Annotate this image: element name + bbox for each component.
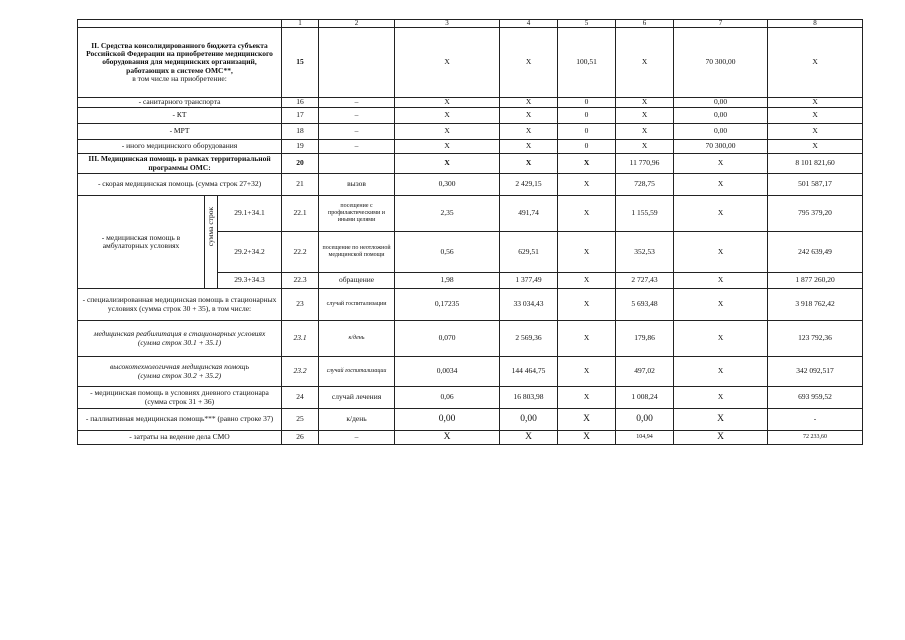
unit-cell: обращение [319, 273, 395, 289]
unit-cell [319, 154, 395, 174]
cell: 0,0034 [395, 357, 500, 387]
row-name: - медицинская помощь в амбулаторных условиях [78, 196, 205, 289]
cell: 0 [558, 98, 616, 108]
cell: X [768, 124, 863, 140]
section-3-title: III. Медицинская помощь в рамках территориальной программы ОМС: [78, 154, 282, 174]
row-number: 25 [282, 409, 319, 431]
unit-cell: – [319, 98, 395, 108]
cell: 0,00 [674, 108, 768, 124]
cell: 33 034,43 [500, 289, 558, 321]
cell: 0,070 [395, 321, 500, 357]
cell: 1,98 [395, 273, 500, 289]
cell: 0,56 [395, 232, 500, 273]
unit-cell: – [319, 431, 395, 445]
table-row [78, 174, 863, 196]
cell: 0,00 [674, 98, 768, 108]
cell: 100,51 [558, 28, 616, 98]
row-number: 22.2 [282, 232, 319, 273]
cell: 0,00 [616, 409, 674, 431]
omс-budget-table [77, 19, 863, 445]
row-name-sum: (сумма строк 30.1 + 35.1) [137, 337, 222, 347]
cell: 104,94 [616, 431, 674, 445]
cell: X [674, 409, 768, 431]
cell: X [616, 124, 674, 140]
sum-rows-cell: 29.3+34.3 [218, 273, 282, 289]
unit-cell: – [319, 140, 395, 154]
row-number: 26 [282, 431, 319, 445]
row-number: 23 [282, 289, 319, 321]
vertical-label-cell [205, 196, 218, 289]
cell: X [768, 140, 863, 154]
cell: 1 377,49 [500, 273, 558, 289]
cell: 501 587,17 [768, 174, 863, 196]
cell: - [768, 409, 863, 431]
cell: X [616, 98, 674, 108]
cell: X [500, 154, 558, 174]
cell: 352,53 [616, 232, 674, 273]
cell: 2 429,15 [500, 174, 558, 196]
cell: 342 092,517 [768, 357, 863, 387]
row-number: 23.2 [282, 357, 319, 387]
cell: 0,00 [674, 124, 768, 140]
cell: X [674, 431, 768, 445]
cell: X [558, 321, 616, 357]
cell: X [674, 357, 768, 387]
cell: 693 959,52 [768, 387, 863, 409]
cell: 16 803,98 [500, 387, 558, 409]
cell: X [500, 140, 558, 154]
cell: 0,06 [395, 387, 500, 409]
cell: X [500, 108, 558, 124]
cell: 629,51 [500, 232, 558, 273]
cell: X [768, 108, 863, 124]
cell: X [558, 273, 616, 289]
table-row [78, 321, 863, 357]
row-name: медицинская реабилитация в стационарных условиях [93, 329, 266, 339]
table-row [78, 387, 863, 409]
unit-cell: к/день [319, 409, 395, 431]
cell: 491,74 [500, 196, 558, 232]
row-number: 22.3 [282, 273, 319, 289]
table-row [78, 196, 863, 232]
cell: 123 792,36 [768, 321, 863, 357]
cell: X [616, 108, 674, 124]
cell: 2 569,36 [500, 321, 558, 357]
cell: 70 300,00 [674, 140, 768, 154]
row-name: - МРТ [78, 124, 282, 140]
cell: X [558, 196, 616, 232]
cell: X [674, 321, 768, 357]
cell: X [674, 196, 768, 232]
unit-cell: случай госпитализации [319, 289, 395, 321]
cell: 0 [558, 108, 616, 124]
unit-cell: посещение по неотложной медицинской помощи [319, 232, 395, 273]
cell: 72 233,60 [768, 431, 863, 445]
cell: 8 101 821,60 [768, 154, 863, 174]
cell: 0,300 [395, 174, 500, 196]
cell: 144 464,75 [500, 357, 558, 387]
cell: 0,00 [395, 409, 500, 431]
row-name: - КТ [78, 108, 282, 124]
cell: X [768, 98, 863, 108]
sum-rows-cell: 29.1+34.1 [218, 196, 282, 232]
header-cell-6: 6 [616, 20, 674, 28]
cell: X [674, 232, 768, 273]
cell: X [674, 387, 768, 409]
cell: 179,86 [616, 321, 674, 357]
row-number: 17 [282, 108, 319, 124]
cell: X [616, 28, 674, 98]
cell: X [558, 174, 616, 196]
row-name-cell [78, 321, 282, 357]
table-row [78, 28, 863, 98]
cell: 3 918 762,42 [768, 289, 863, 321]
unit-cell: случай лечения [319, 387, 395, 409]
row-number: 21 [282, 174, 319, 196]
row-number: 20 [282, 154, 319, 174]
cell: X [395, 108, 500, 124]
cell: 0 [558, 124, 616, 140]
cell: 0,00 [500, 409, 558, 431]
cell: X [558, 289, 616, 321]
cell: X [558, 431, 616, 445]
cell: X [558, 387, 616, 409]
cell: X [558, 357, 616, 387]
row-name: - иного медицинского оборудования [78, 140, 282, 154]
unit-cell: случай госпитализации [319, 357, 395, 387]
unit-cell [319, 28, 395, 98]
row-name: - санитарного транспорта [78, 98, 282, 108]
header-cell-7: 7 [674, 20, 768, 28]
cell: X [674, 289, 768, 321]
row-number: 23.1 [282, 321, 319, 357]
row-number: 24 [282, 387, 319, 409]
row-name-cell [78, 357, 282, 387]
table-row [78, 409, 863, 431]
header-cell-3: 3 [395, 20, 500, 28]
unit-cell: посещение с профилактическими и иными целями [319, 196, 395, 232]
header-cell-0 [78, 20, 282, 28]
row-number: 18 [282, 124, 319, 140]
cell: 795 379,20 [768, 196, 863, 232]
cell: X [500, 28, 558, 98]
cell: X [674, 154, 768, 174]
cell: 1 008,24 [616, 387, 674, 409]
section-2-title-cell [78, 28, 282, 98]
vertical-label: сумма строк [205, 206, 215, 246]
table-row [78, 98, 863, 108]
row-name: высокотехнологичная медицинская помощь [110, 362, 249, 372]
section-2-title: II. Средства консолидированного бюджета субъекта Российской Федерации на приобретение медицинского оборудования для медицинских организаций, работающих в системе ОМС**, [86, 40, 273, 75]
header-cell-4: 4 [500, 20, 558, 28]
cell: X [500, 98, 558, 108]
row-name: - паллиативная медицинская помощь*** (равно строке 37) [78, 409, 282, 431]
cell: X [616, 140, 674, 154]
cell: X [768, 28, 863, 98]
header-cell-5: 5 [558, 20, 616, 28]
row-name: - специализированная медицинская помощь в стационарных условиях (сумма строк 30 + 35), в том числе: [78, 289, 282, 321]
cell: X [674, 273, 768, 289]
cell: 1 155,59 [616, 196, 674, 232]
row-name: - затраты на ведение дела СМО [78, 431, 282, 445]
cell: X [558, 232, 616, 273]
cell: X [395, 124, 500, 140]
table-row [78, 108, 863, 124]
cell: X [558, 154, 616, 174]
cell: X [395, 28, 500, 98]
row-name: - скорая медицинская помощь (сумма строк 27+32) [78, 174, 282, 196]
row-name: - медицинская помощь в условиях дневного стационара (сумма строк 31 + 36) [78, 387, 282, 409]
table-row [78, 357, 863, 387]
table-row [78, 124, 863, 140]
header-cell-8: 8 [768, 20, 863, 28]
header-cell-2: 2 [319, 20, 395, 28]
table-row [78, 431, 863, 445]
header-cell-1: 1 [282, 20, 319, 28]
cell: X [395, 98, 500, 108]
unit-cell: – [319, 124, 395, 140]
unit-cell: к/день [319, 321, 395, 357]
cell: X [395, 431, 500, 445]
cell: X [395, 154, 500, 174]
cell: 2,35 [395, 196, 500, 232]
column-number-row [78, 20, 863, 28]
section-2-subtitle: в том числе на приобретение: [132, 74, 227, 84]
table-row [78, 289, 863, 321]
cell: 0,17235 [395, 289, 500, 321]
cell: 497,02 [616, 357, 674, 387]
cell: X [674, 174, 768, 196]
row-number: 15 [282, 28, 319, 98]
cell: 0 [558, 140, 616, 154]
table-row [78, 154, 863, 174]
cell: X [500, 431, 558, 445]
table-row [78, 140, 863, 154]
cell: X [395, 140, 500, 154]
unit-cell: вызов [319, 174, 395, 196]
cell: X [500, 124, 558, 140]
cell: 728,75 [616, 174, 674, 196]
cell: 242 639,49 [768, 232, 863, 273]
cell: 1 877 260,20 [768, 273, 863, 289]
row-number: 19 [282, 140, 319, 154]
cell: 2 727,43 [616, 273, 674, 289]
cell: 70 300,00 [674, 28, 768, 98]
unit-cell: – [319, 108, 395, 124]
sum-rows-cell: 29.2+34.2 [218, 232, 282, 273]
row-number: 16 [282, 98, 319, 108]
cell: 11 770,96 [616, 154, 674, 174]
cell: 5 693,48 [616, 289, 674, 321]
cell: X [558, 409, 616, 431]
row-name-sum: (сумма строк 30.2 + 35.2) [137, 370, 222, 380]
row-number: 22.1 [282, 196, 319, 232]
